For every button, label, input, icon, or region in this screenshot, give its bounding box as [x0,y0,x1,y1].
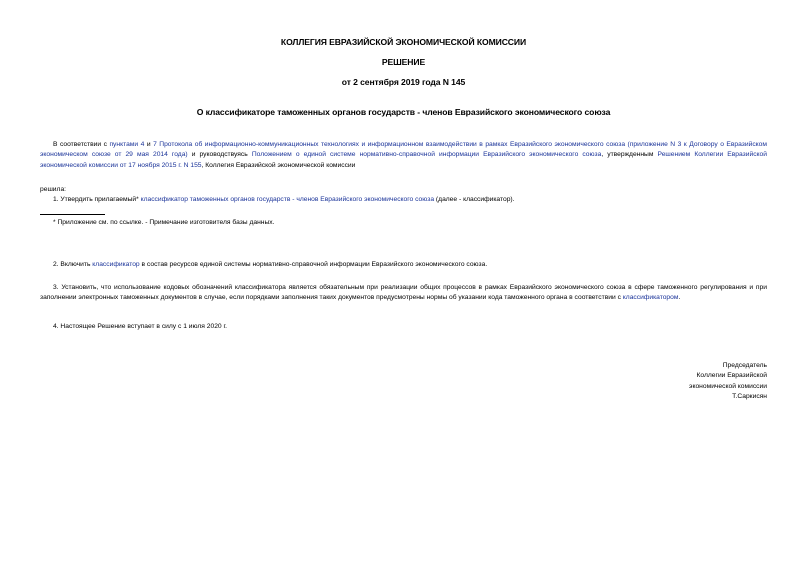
link-decision-155[interactable]: Решением Коллегии Евразийской экономической комиссии от 17 ноября 2015 г. N 155 [40,151,768,169]
preamble-paragraph: В соответствии с пунктами 4 и 7 Протокола об информационно-коммуникационных технологиях и информационном взаимодействии в рамках Евразийского экономического союза (приложение N 3 к Договору о Евразийском экономическом союзе от 29 мая 2014 года) и руководствуясь Положением о единой системе нормативно-справочной информации Евразийского экономического союза, утвержденным Решением Коллегии Евразийской экономической комиссии от 17 ноября 2015 г. N 155, Коллегия Евразийской экономической комиссии [40,141,768,169]
link-protocol[interactable]: 7 Протокола об информационно-коммуникационных технологиях и информационном взаимодействии в рамках Евразийского экономического союза (приложение N 3 к Договору о Евразийском экономическом союзе от 29 мая 2014 года) [40,141,767,159]
item-4-paragraph: 4. Настоящее Решение вступает в силу с 1 июля 2020 г. [53,323,227,330]
item-3-paragraph: 3. Установить, что использование кодовых обозначений классификатора является обязательным при реализации общих процессов в рамках Евразийского экономического союза в сфере таможенного регулирования и при заполнении электронных таможенных документов в случае, если порядками заполнения таких документов предусмотрены нормы об указании кода таможенного органа в соответствии с классификатором. [40,284,767,302]
signature-body-1: Коллегии Евразийской [696,372,767,380]
link-point-4[interactable]: пунктами 4 [109,141,145,148]
signature-position: Председатель [722,362,767,369]
item-2-paragraph: 2. Включить классификатор в состав ресурсов единой системы нормативно-справочной информации Евразийского экономического союза. [53,261,488,268]
signature-name: Т.Саркисян [732,392,767,400]
item-1-paragraph: 1. Утвердить прилагаемый* классификатор таможенных органов государств - членов Евразийского экономического союза (далее - классификатор). [53,196,515,203]
footnote: * Приложение см. по ссылке. - Примечание изготовителя базы данных. [53,219,275,226]
link-regulation[interactable]: Положением о единой системе нормативно-справочной информации Евразийского экономического союза [251,151,602,159]
org-heading: КОЛЛЕГИЯ ЕВРАЗИЙСКОЙ ЭКОНОМИЧЕСКОЙ КОМИССИИ [280,37,527,47]
link-classifier-approved[interactable]: классификатор таможенных органов государств - членов Евразийского экономического союза [140,196,435,203]
document-title: О классификаторе таможенных органов государств - членов Евразийского экономического союза [196,107,611,117]
signature-block [689,361,767,402]
link-classifier-codes[interactable]: классификатором [622,294,679,302]
link-classifier-include[interactable]: классификатор [92,261,140,268]
footnote-divider [40,214,105,215]
date-number-heading: от 2 сентября 2019 года N 145 [341,77,466,87]
decided-label: решила: [40,186,67,193]
signature-body-2: экономической комиссии [689,382,767,390]
doc-type-heading: РЕШЕНИЕ [381,57,426,67]
